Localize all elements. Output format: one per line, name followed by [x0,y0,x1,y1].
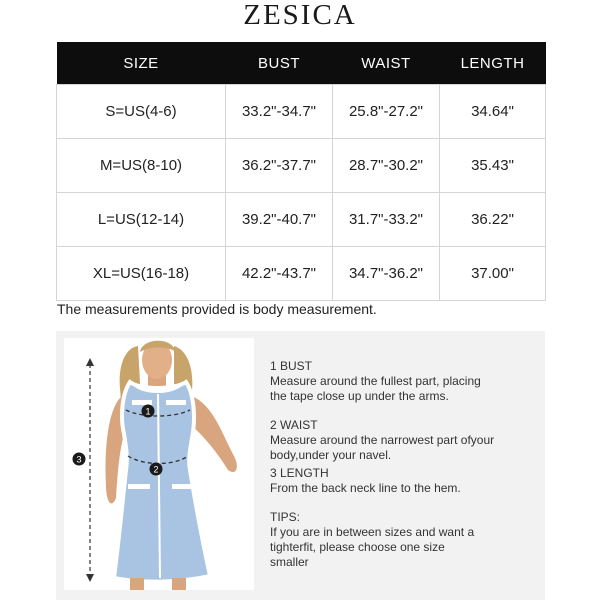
header-length: LENGTH [440,42,546,85]
cell-waist: 31.7"-33.2" [333,193,440,247]
pocket-flap [132,400,152,405]
cell-bust: 36.2"-37.7" [226,139,333,193]
cell-waist: 34.7"-36.2" [333,247,440,301]
length-title: 3 LENGTH [270,466,329,480]
tips-text: tighterfit, please choose one size [270,540,445,554]
arrow-up-icon [86,358,94,366]
cell-length: 34.64" [440,85,546,139]
marker-waist-label: 2 [153,464,159,475]
bust-title: 1 BUST [270,359,313,373]
measurement-note: The measurements provided is body measurement. [57,301,377,317]
cell-size: M=US(8-10) [57,139,226,193]
cell-size: S=US(4-6) [57,85,226,139]
pocket-flap [166,400,186,405]
cell-length: 37.00" [440,247,546,301]
cell-size: L=US(12-14) [57,193,226,247]
tips-title: TIPS: [270,510,301,524]
dress-figure-illustration [64,338,254,590]
cell-bust: 42.2"-43.7" [226,247,333,301]
waist-text: body,under your navel. [270,448,392,462]
dress-shape [114,382,210,582]
model-figure [64,338,254,590]
brand-logo: ZESICA [243,0,357,31]
arrow-down-icon [86,574,94,582]
tips-text: If you are in between sizes and want a [270,525,475,539]
table-row [57,193,546,247]
header-waist: WAIST [333,42,440,85]
cell-size: XL=US(16-18) [57,247,226,301]
header-bust: BUST [226,42,333,85]
cell-waist: 28.7"-30.2" [333,139,440,193]
cell-length: 36.22" [440,193,546,247]
waist-title: 2 WAIST [270,418,318,432]
size-chart-table [56,42,546,301]
pocket-flap [128,484,150,489]
leg-shape [172,578,186,590]
length-text: From the back neck line to the hem. [270,481,461,495]
cell-length: 35.43" [440,139,546,193]
marker-bust-label: 1 [145,406,151,417]
leg-shape [130,578,144,590]
cell-waist: 25.8"-27.2" [333,85,440,139]
cell-bust: 33.2"-34.7" [226,85,333,139]
table-row [57,85,546,139]
bust-text: Measure around the fullest part, placing [270,374,481,388]
table-row [57,139,546,193]
tips-text: smaller [270,555,309,569]
cell-bust: 39.2"-40.7" [226,193,333,247]
table-row [57,247,546,301]
marker-length-label: 3 [76,454,82,465]
bust-text: the tape close up under the arms. [270,389,449,403]
measure-instructions [270,359,540,570]
waist-text: Measure around the narrowest part ofyour [270,433,495,447]
pocket-flap [172,484,194,489]
table-header-row [57,42,546,85]
header-size: SIZE [57,42,226,85]
